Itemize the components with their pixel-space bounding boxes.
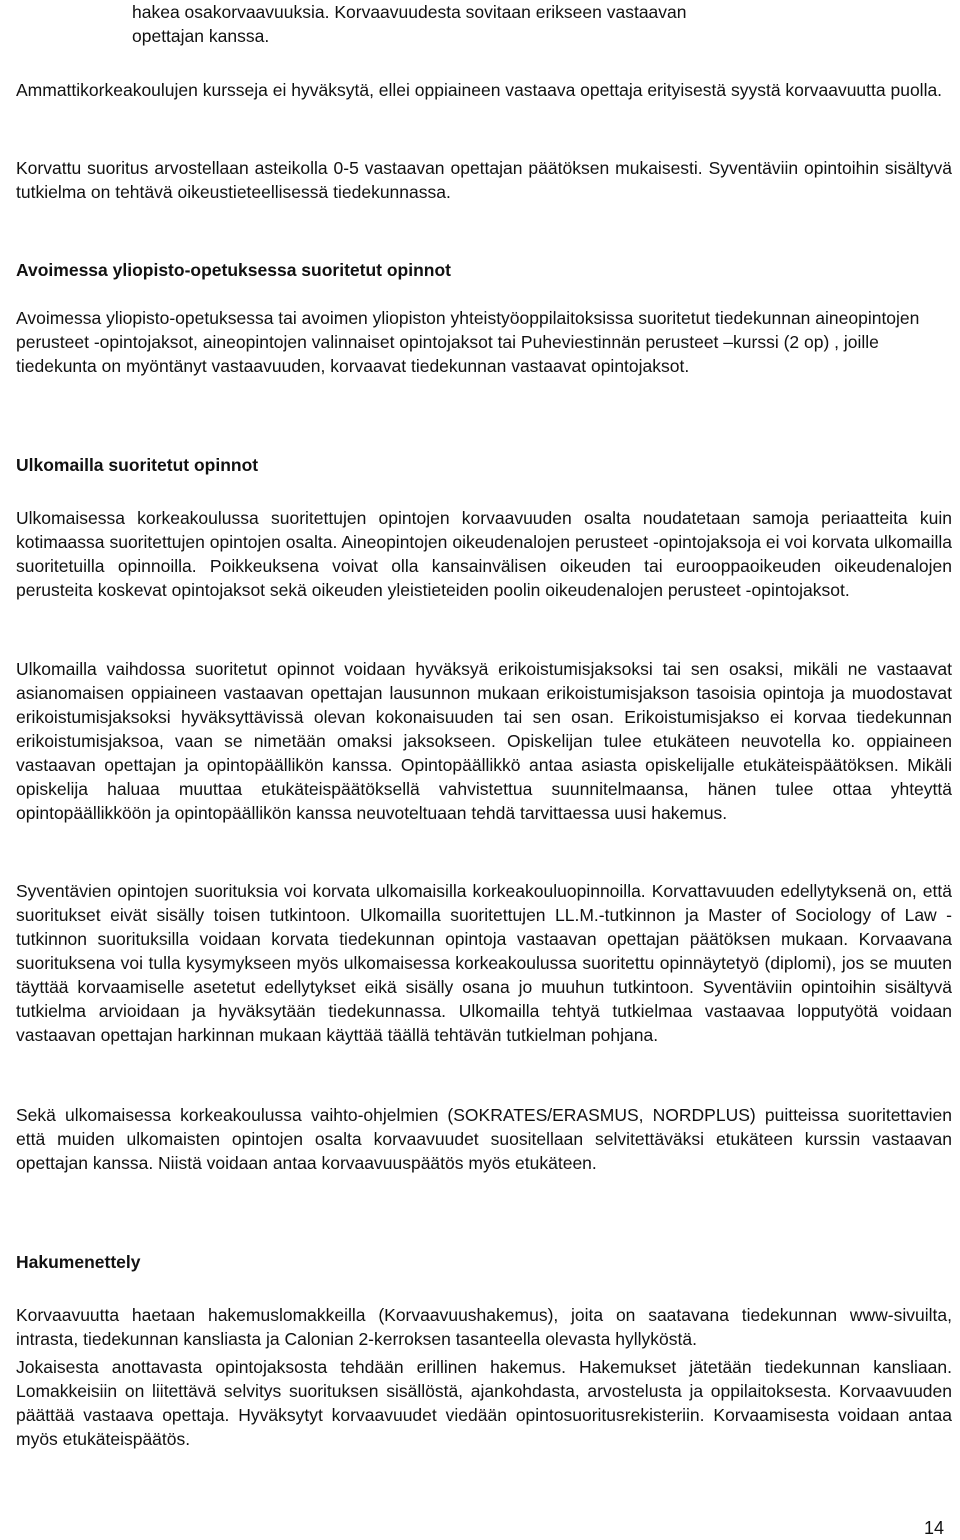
section-heading-application: Hakumenettely (16, 1252, 141, 1272)
abroad-paragraph-3: Syventävien opintojen suorituksia voi korvata ulkomaisilla korkeakouluopinnoilla. Korvattavuuden edellytyksenä on, että suoritukset eivät sisälly toisen tutkintoon. Ulkomailla suoritettujen LL.M.-tutkinnon ja Master of Sociology of Law -tutkinnon suorituksilla voidaan korvata tiedekunnan opintoja vastaavan opettajan päätöksen mukaan. Korvaavana suorituksena voi tulla kysymykseen myös ulkomaisessa korkeakoulussa suoritettu opinnäytetyö (diplomi), jos se muuten täyttää korvaamiselle asetetut edellytykset eikä sisälly osana jo muuhun tutkintoon. Syventäviin opintoihin sisältyvä tutkielma arvioidaan ja hyväksytään tiedekunnassa. Ulkomailla tehtyä tutkielmaa vastaavaa lopputyötä voidaan vastaavan opettajan harkinnan mukaan käyttää täällä tehtävän tutkielman pohjana. (16, 881, 952, 1045)
intro-paragraph-continuation: hakea osakorvaavuuksia. Korvaavuudesta sovitaan erikseen vastaavan opettajan kanssa. (132, 2, 687, 46)
abroad-paragraph-4: Sekä ulkomaisessa korkeakoulussa vaihto-ohjelmien (SOKRATES/ERASMUS, NORDPLUS) puitteissa suoritettavien että muiden ulkomaisten opintojen osalta korvaavuudet suositellaan selvitettäväksi etukäteen kurssin vastaavan opettajan kanssa. Niistä voidaan antaa korvaavuuspäätös myös etukäteen. (16, 1105, 952, 1173)
polytechnic-courses-paragraph: Ammattikorkeakoulujen kursseja ei hyväksytä, ellei oppiaineen vastaava opettaja erityisestä syystä korvaavuutta puolla. (16, 80, 943, 100)
page-number: 14 (923, 1518, 944, 1538)
section-heading-open-university: Avoimessa yliopisto-opetuksessa suoritetut opinnot (16, 260, 451, 280)
grading-paragraph: Korvattu suoritus arvostellaan asteikolla 0-5 vastaavan opettajan päätöksen mukaisesti. Syventäviin opintoihin sisältyvä tutkielma on tehtävä oikeustieteellisessä tiedekunnassa. (16, 158, 952, 202)
application-paragraph-2: Jokaisesta anottavasta opintojaksosta tehdään erillinen hakemus. Hakemukset jätetään tiedekunnan kansliaan. Lomakkeisiin on liitettävä selvitys suorituksen sisällöstä, ajankohdasta, arvostelusta ja oppilaitoksesta. Korvaavuuden päättää vastaava opettaja. Hyväksytyt korvaavuudet viedään opintosuoritusrekisteriin. Korvaamisesta voidaan antaa myös etukäteispäätös. (16, 1357, 952, 1449)
application-paragraph-1: Korvaavuutta haetaan hakemuslomakkeilla (Korvaavuushakemus), joita on saatavana tiedekunnan www-sivuilta, intrasta, tiedekunnan kansliasta ja Calonian 2-kerroksen tasanteella olevasta hyllyköstä. (16, 1305, 952, 1349)
abroad-paragraph-2: Ulkomailla vaihdossa suoritetut opinnot voidaan hyväksyä erikoistumisjaksoksi tai sen osaksi, mikäli ne vastaavat asianomaisen oppiaineen vastaavan opettajan lausunnon mukaan erikoistumisjakson tasoisia opintoja ja muodostavat erikoistumisjaksoksi hyväksyttävissä olevan kokonaisuuden tai sen osan. Erikoistumisjakso ei korvaa tiedekunnan erikoistumisjaksoa, vaan se nimetään omaksi jaksokseen. Opiskelijan tulee etukäteen neuvotella ko. oppiaineen vastaavan opettajan ja opintopäällikön kanssa. Opintopäällikkö antaa asiasta opiskelijalle etukäteispäätöksen. Mikäli opiskelija haluaa muuttaa etukäteispäätöksellä vahvistettua suunnitelmaansa, hänen tulee ottaa yhteyttä opintopäällikköön ja opintopäällikön kanssa neuvoteltuaan tehdä tarvittaessa uusi hakemus. (16, 659, 952, 823)
section-heading-abroad: Ulkomailla suoritetut opinnot (16, 455, 259, 475)
abroad-paragraph-1: Ulkomaisessa korkeakoulussa suoritettujen opintojen korvaavuuden osalta noudatetaan samoja periaatteita kuin kotimaassa suoritettujen opintojen osalta. Aineopintojen oikeudenalojen perusteet -opintojaksoja ei voi korvata ulkomailla suoritetuilla opinnoilla. Poikkeuksena voivat olla kansainvälisen oikeuden tai eurooppaoikeuden oikeudenalojen perusteita koskevat opintojaksot sekä oikeuden yleistieteiden poolin oikeudenalojen perusteet -opintojaksot. (16, 508, 952, 600)
open-university-paragraph: Avoimessa yliopisto-opetuksessa tai avoimen yliopiston yhteistyöoppilaitoksissa suoritetut tiedekunnan aineopintojen perusteet -opintojaksot, aineopintojen valinnaiset opintojaksot tai Puheviestinnän perusteet –kurssi (2 op) , joille tiedekunta on myöntänyt vastaavuuden, korvaavat tiedekunnan vastaavat opintojaksot. (16, 308, 920, 376)
